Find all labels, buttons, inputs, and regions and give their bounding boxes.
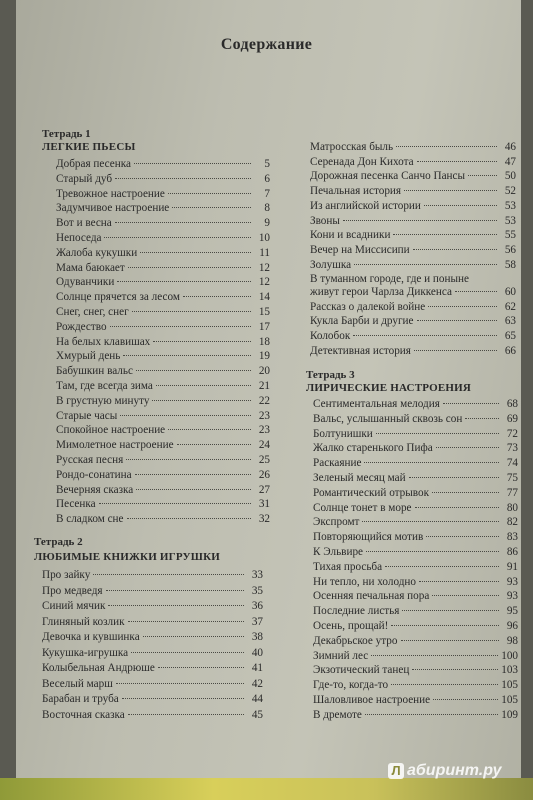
page-number: 40: [251, 646, 263, 659]
page-number: 80: [506, 501, 518, 514]
toc-entry: [313, 502, 518, 517]
entry-title: Старые часы: [56, 409, 118, 422]
entry-title: Вечерняя сказка: [56, 483, 134, 496]
toc-entry: [310, 330, 516, 345]
page-number: 37: [251, 615, 263, 628]
page-number: 9: [264, 217, 270, 230]
entry-title: Барабан и труба: [42, 693, 119, 705]
toc-entry: [313, 605, 518, 620]
page-number: 18: [258, 335, 270, 348]
page-number: 65: [504, 330, 516, 342]
entry-title: Веселый марш: [42, 677, 113, 690]
entry-title: Вечер на Миссисипи: [310, 243, 410, 256]
toc-entry: [42, 693, 263, 708]
entry-title: К Эльвире: [313, 546, 364, 558]
entry-title: В сладком сне: [56, 513, 124, 526]
dot-leader: [172, 206, 251, 208]
dot-leader: [414, 349, 497, 351]
page-number: 86: [506, 546, 518, 558]
dot-leader: [135, 473, 251, 475]
entry-title: Тихая просьба: [313, 560, 383, 573]
dot-leader: [134, 162, 251, 164]
dot-leader: [353, 334, 497, 336]
page-number: 96: [506, 620, 518, 632]
page-number: 25: [258, 454, 270, 466]
page-number: 72: [506, 427, 518, 440]
page-number: 83: [506, 531, 518, 544]
dot-leader: [117, 280, 251, 282]
toc-entry: [42, 678, 263, 693]
entry-title: Рассказ о далекой войне: [310, 300, 426, 313]
toc-entry: [310, 141, 516, 156]
entry-title: Зеленый месяц май: [313, 472, 406, 484]
dot-leader: [396, 145, 497, 147]
page-number: 41: [251, 662, 263, 674]
toc-entry: [310, 215, 516, 230]
entry-title: живут герои Чарлза Диккенса: [310, 285, 452, 298]
toc-entry: [56, 276, 270, 291]
page-number: 50: [504, 170, 516, 183]
page-number: 55: [504, 229, 516, 242]
entry-title: Русская песня: [56, 454, 124, 466]
page-number: 58: [504, 258, 516, 271]
entry-title: Осень, прощай!: [313, 620, 389, 632]
dot-leader: [455, 290, 497, 292]
entry-title: Старый дуб: [56, 172, 113, 185]
page-number: 38: [251, 631, 263, 643]
toc-entry: [313, 546, 518, 561]
dot-leader: [432, 594, 499, 596]
page-number: 36: [251, 600, 263, 612]
entry-title: Восточная сказка: [42, 708, 125, 721]
entry-title: Последние листья: [313, 605, 400, 618]
dot-leader: [104, 236, 251, 238]
dot-leader: [108, 604, 244, 606]
entry-title: Снег, снег, снег: [56, 306, 129, 318]
entry-title: Спокойное настроение: [56, 424, 166, 437]
page-number: 19: [258, 350, 270, 363]
toc-entry: [313, 664, 518, 679]
toc-entry: [56, 217, 270, 232]
entry-title: Там, где всегда зима: [56, 380, 153, 392]
entry-title: Про зайку: [42, 569, 91, 581]
page-number: 5: [264, 158, 270, 170]
dot-leader: [415, 506, 499, 508]
page-number: 105: [501, 679, 518, 692]
entry-title: Ни тепло, ни холодно: [313, 575, 416, 588]
entry-title: Хмурый день: [56, 350, 121, 363]
toc-entry: [56, 424, 270, 439]
page-number: 33: [251, 569, 263, 581]
page-number: 74: [506, 457, 518, 470]
toc-entry: [310, 315, 516, 330]
page-number: 60: [504, 285, 516, 298]
entry-title: Мама баюкает: [56, 261, 125, 274]
toc-entry: [42, 662, 263, 677]
toc-entry: [56, 232, 270, 247]
page-number: 52: [504, 185, 516, 198]
toc-entry: [56, 262, 270, 277]
toc-entry: [56, 291, 270, 306]
page-number: 103: [501, 664, 518, 677]
entry-title: Добрая песенка: [56, 158, 131, 170]
dot-leader: [402, 609, 499, 611]
toc-entry: [56, 380, 270, 395]
page-number: 20: [258, 365, 270, 378]
toc-entry: [310, 345, 516, 360]
toc-entry: [313, 709, 518, 724]
dot-leader: [364, 461, 499, 463]
notebook-2-section: ЛЮБИМЫЕ КНИЖКИ ИГРУШКИ: [34, 551, 221, 563]
page-number: 77: [506, 486, 518, 499]
dot-leader: [99, 502, 251, 504]
dot-leader: [131, 651, 244, 653]
entry-title: Девочка и кувшинка: [42, 631, 140, 643]
page-number: 21: [258, 380, 270, 392]
dot-leader: [136, 488, 251, 490]
dot-leader: [123, 354, 251, 356]
entry-title: Мимолетное настроение: [56, 439, 174, 452]
entry-title: Раскаяние: [313, 457, 362, 470]
page-number: 45: [251, 708, 263, 721]
toc-entry: [310, 156, 516, 171]
entry-title: Романтический отрывок: [313, 486, 430, 499]
toc-entry: [56, 173, 270, 188]
entry-title: Сентиментальная мелодия: [313, 398, 440, 410]
dot-leader: [93, 573, 244, 575]
toc-entry: [313, 620, 518, 635]
dot-leader: [436, 446, 499, 448]
dot-leader: [391, 624, 499, 626]
entry-title: Болтунишки: [313, 427, 373, 440]
page-number: 82: [506, 516, 518, 529]
page-number: 27: [258, 483, 270, 496]
toc-entry: [42, 600, 263, 615]
page-number: 12: [258, 261, 270, 274]
toc-entry: [313, 428, 518, 443]
dot-leader: [426, 535, 499, 537]
toc-entry: [310, 185, 516, 200]
page-number: 98: [506, 634, 518, 647]
toc-entry: [56, 513, 270, 528]
entry-title: Звоны: [310, 214, 340, 227]
entry-title: Синий мячик: [42, 600, 106, 612]
dot-leader: [424, 204, 497, 206]
entry-title: Повторяющийся мотив: [313, 531, 424, 544]
toc-entry: [42, 616, 263, 631]
page-number: 93: [506, 575, 518, 588]
page-number: 53: [504, 214, 516, 227]
dot-leader: [366, 550, 499, 552]
notebook-1-section: ЛЕГКИЕ ПЬЕСЫ: [42, 141, 136, 153]
entry-title-line1: В туманном городе, где и поныне: [310, 273, 469, 286]
page-number: 100: [501, 649, 518, 662]
toc-entry: [56, 202, 270, 217]
dot-leader: [143, 635, 244, 637]
dot-leader: [127, 517, 251, 519]
entry-title: Экзотический танец: [313, 664, 410, 677]
dot-leader: [110, 325, 251, 327]
dot-leader: [128, 266, 251, 268]
dot-leader: [168, 192, 251, 194]
toc-entry: [56, 395, 270, 410]
dot-leader: [401, 639, 500, 641]
entry-title: Солнце прячется за лесом: [56, 291, 180, 304]
entry-title: Одуванчики: [56, 276, 115, 289]
page-number: 44: [251, 693, 263, 705]
page-number: 7: [264, 187, 270, 200]
toc-entry: [56, 454, 270, 469]
page-number: 46: [504, 141, 516, 153]
background-edge: [0, 778, 533, 800]
entry-title: Вот и весна: [56, 217, 112, 230]
dot-leader: [404, 189, 497, 191]
dot-leader: [115, 177, 251, 179]
dot-leader: [106, 589, 244, 591]
dot-leader: [132, 310, 251, 312]
dot-leader: [126, 458, 251, 460]
page-number: 75: [506, 472, 518, 484]
page-number: 62: [504, 300, 516, 313]
toc-entry: [56, 469, 270, 484]
toc-entry: [313, 635, 518, 650]
page-number: 12: [258, 276, 270, 289]
entry-title: Задумчивое настроение: [56, 202, 170, 215]
toc-entry: [56, 365, 270, 380]
page-number: 42: [251, 677, 263, 690]
dot-leader: [468, 174, 497, 176]
dot-leader: [136, 369, 251, 371]
dot-leader: [158, 666, 244, 668]
dot-leader: [116, 682, 244, 684]
toc-entry: [313, 413, 518, 428]
toc-entry: [313, 442, 518, 457]
page-number: 69: [506, 412, 518, 425]
entry-title: Колобок: [310, 330, 351, 342]
entry-title: Серенада Дон Кихота: [310, 155, 414, 168]
entry-title: В дремоте: [313, 708, 362, 721]
toc-entry: [56, 188, 270, 203]
toc-entry: [313, 516, 518, 531]
toc-entry: [313, 487, 518, 502]
page-number: 35: [251, 584, 263, 597]
entry-title: Песенка: [56, 498, 96, 511]
entry-title: Колыбельная Андрюше: [42, 662, 155, 674]
toc-entry: [310, 301, 516, 316]
entry-title: Осенняя печальная пора: [313, 590, 430, 603]
toc-entry: [310, 286, 516, 301]
entry-title: Печальная история: [310, 185, 402, 198]
toc-entry: [310, 229, 516, 244]
toc-entry: [313, 561, 518, 576]
dot-leader: [465, 417, 499, 419]
entry-title: Бабушкин вальс: [56, 365, 133, 378]
entry-title: Непоседа: [56, 232, 102, 244]
toc-entry: [310, 259, 516, 274]
notebook-3-heading: Тетрадь 3: [306, 369, 355, 381]
page-number: 66: [504, 344, 516, 357]
entry-title: Тревожное настроение: [56, 187, 165, 200]
dot-leader: [417, 319, 497, 321]
toc-entry: [56, 158, 270, 173]
entry-title: Шаловливое настроение: [313, 694, 431, 706]
entry-title: Жалоба кукушки: [56, 246, 138, 259]
page-number: 26: [258, 468, 270, 481]
dot-leader: [443, 402, 499, 404]
dot-leader: [412, 668, 498, 670]
dot-leader: [354, 263, 497, 265]
dot-leader: [156, 384, 251, 386]
watermark: [388, 762, 502, 780]
dot-leader: [417, 160, 497, 162]
notebook-3-section: ЛИРИЧЕСКИЕ НАСТРОЕНИЯ: [306, 382, 472, 394]
entry-title: Золушка: [310, 258, 352, 271]
page-number: 8: [264, 202, 270, 215]
entry-title: Рождество: [56, 320, 107, 333]
dot-leader: [428, 305, 497, 307]
entry-title: Экспромт: [313, 516, 360, 529]
page-number: 23: [258, 424, 270, 437]
toc-entry: [313, 531, 518, 546]
dot-leader: [385, 565, 499, 567]
toc-entry: [42, 569, 263, 584]
entry-title: Кукла Барби и другие: [310, 315, 414, 328]
dot-leader: [152, 399, 251, 401]
toc-entry: [56, 410, 270, 425]
notebook-1-heading: Тетрадь 1: [42, 128, 91, 140]
dot-leader: [115, 221, 251, 223]
entry-title: Из английской истории: [310, 199, 421, 212]
entry-title: Где-то, когда-то: [313, 679, 389, 692]
page-number: 10: [258, 232, 270, 244]
toc-entry: [313, 472, 518, 487]
page-number: 53: [504, 199, 516, 212]
page-number: 109: [501, 708, 518, 721]
entry-title: Кукушка-игрушка: [42, 646, 129, 659]
dot-leader: [140, 251, 251, 253]
page-number: 17: [258, 320, 270, 333]
toc-entry: [313, 679, 518, 694]
toc-entry: [313, 457, 518, 472]
page-number: 91: [506, 560, 518, 573]
entry-title: Про медведя: [42, 584, 103, 597]
page-number: 32: [258, 513, 270, 526]
toc-entry: [313, 590, 518, 605]
entry-title: Солнце тонет в море: [313, 501, 412, 514]
entry-title: На белых клавишах: [56, 335, 151, 348]
page-number: 47: [504, 155, 516, 168]
entry-title: Декабрьское утро: [313, 634, 398, 647]
page-title: Содержание: [220, 36, 313, 53]
page-number: 56: [504, 243, 516, 256]
toc-entry: [42, 631, 263, 646]
page-number: 93: [506, 590, 518, 603]
toc-entry: [310, 244, 516, 259]
dot-leader: [177, 443, 251, 445]
entry-title: Вальс, услышанный сквозь сон: [313, 412, 463, 425]
entry-title: Дорожная песенка Санчо Пансы: [310, 170, 466, 183]
dot-leader: [120, 414, 251, 416]
toc-entry: [310, 200, 516, 215]
page-number: 15: [258, 306, 270, 318]
dot-leader: [419, 580, 499, 582]
page-number: 24: [258, 439, 270, 452]
page-number: 22: [258, 394, 270, 407]
toc-entry: [56, 321, 270, 336]
entry-title: В грустную минуту: [56, 394, 150, 407]
entry-title: Рондо-сонатина: [56, 468, 132, 481]
toc-entry: [56, 484, 270, 499]
page-number: 11: [259, 246, 270, 259]
entry-title: Кони и всадники: [310, 229, 391, 242]
dot-leader: [413, 248, 497, 250]
dot-leader: [183, 295, 251, 297]
entry-title: Детективная история: [310, 344, 411, 357]
dot-leader: [433, 698, 498, 700]
labirint-logo-icon: Л: [388, 763, 404, 779]
page-number: 14: [258, 291, 270, 304]
notebook-2-heading: Тетрадь 2: [34, 536, 83, 548]
page-number: 31: [258, 498, 270, 511]
toc-entry: [42, 647, 263, 662]
page-number: 95: [506, 605, 518, 618]
entry-title: Зимний лес: [313, 649, 369, 662]
dot-leader: [376, 432, 499, 434]
dot-leader: [393, 233, 497, 235]
entry-title: Жалко старенького Пифа: [313, 442, 433, 455]
toc-entry: [310, 170, 516, 185]
page-number: 68: [506, 398, 518, 410]
dot-leader: [128, 620, 244, 622]
toc-entry: [313, 398, 518, 413]
dot-leader: [409, 476, 499, 478]
dot-leader: [128, 713, 244, 715]
page-number: 105: [501, 694, 518, 706]
dot-leader: [371, 654, 498, 656]
toc-entry: [56, 247, 270, 262]
page-number: 63: [504, 315, 516, 328]
entry-title: Матросская быль: [310, 141, 394, 153]
dot-leader: [122, 697, 244, 699]
page-number: 73: [506, 442, 518, 455]
toc-entry: [313, 576, 518, 591]
toc-entry: [313, 650, 518, 665]
toc-entry: [56, 336, 270, 351]
toc-entry: [42, 709, 263, 724]
dot-leader: [365, 713, 498, 715]
page-number: 23: [258, 409, 270, 422]
dot-leader: [391, 683, 498, 685]
toc-entry: [56, 498, 270, 513]
toc-entry: [313, 694, 518, 709]
dot-leader: [168, 428, 251, 430]
dot-leader: [362, 520, 499, 522]
watermark-text: абиринт.ру: [407, 762, 502, 779]
toc-entry: [56, 350, 270, 365]
dot-leader: [343, 219, 497, 221]
dot-leader: [432, 491, 499, 493]
dot-leader: [153, 340, 251, 342]
toc-entry: [56, 306, 270, 321]
toc-entry: [42, 585, 263, 600]
toc-entry: [56, 439, 270, 454]
page-number: 6: [264, 172, 270, 185]
entry-title: Глиняный козлик: [42, 615, 125, 628]
